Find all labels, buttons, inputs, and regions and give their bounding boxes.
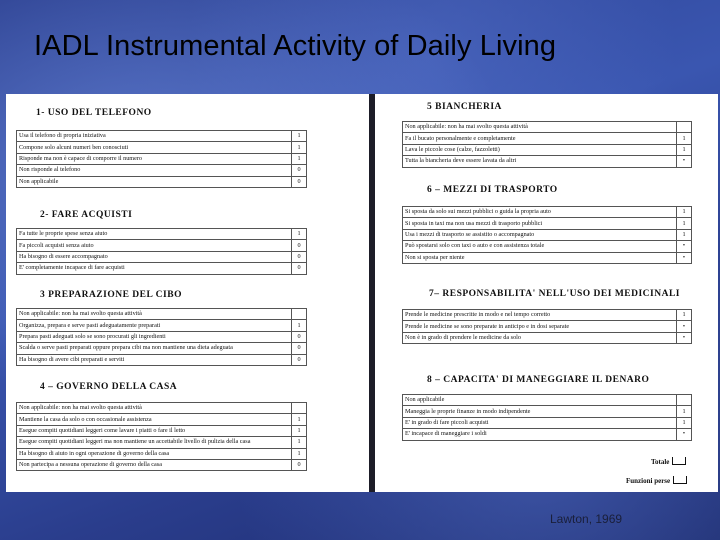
table-row: Mantiene la casa da solo o con occasionale assistenza 1 [17,414,307,425]
table-row: Prende le medicine se sono preparate in anticipo e in dosi separate • [403,321,692,332]
scale-page-left [6,94,369,492]
table-row: Ha bisogno di avere cibi preparati e serviti 0 [17,354,307,365]
table-row: Compone solo alcuni numeri ben conosciuti 1 [17,142,307,153]
table-row: Fa tutte le proprie spese senza aiuto 1 [17,229,307,240]
table-row: E' in grado di fare piccoli acquisti 1 [403,417,692,428]
table-row: Organizza, prepara e serve pasti adeguatamente preparati 1 [17,320,307,331]
table-row: Si sposta da solo sui mezzi pubblici o guida la propria auto 1 [403,207,692,218]
table-row: Non è in grado di prendere le medicine da solo • [403,332,692,343]
table-row: Può spostarsi solo con taxi o auto e con assistenza totale • [403,241,692,252]
section-heading: 5 BIANCHERIA [427,102,502,112]
section-heading: 8 – CAPACITA' DI MANEGGIARE IL DENARO [427,375,650,385]
table-row: Non applicabile [403,395,692,406]
table-row: Usa i mezzi di trasporto se assistito o accompagnato 1 [403,229,692,240]
section-table-trasporto [402,206,692,264]
section-table-telefono [16,130,307,188]
section-heading: 6 – MEZZI DI TRASPORTO [427,185,558,195]
table-row: Fa piccoli acquisti senza aiuto 0 [17,240,307,251]
table-row: Fa il bucato personalmente e completamente 1 [403,133,692,144]
table-row: Esegue compiti quotidiani leggeri ma non mantiene un accettabile livello di pulizia della casa 1 [17,437,307,448]
table-row: Ha bisogno di aiuto in ogni operazione di governo della casa 1 [17,448,307,459]
table-row: Si sposta in taxi ma non usa mezzi di trasporto pubblici 1 [403,218,692,229]
table-row: Tutta la biancheria deve essere lavata da altri • [403,156,692,167]
table-row: Non si sposta per niente • [403,252,692,263]
table-row: Non applicabile: non ha mai svolto questa attività [17,309,307,320]
section-table-acquisti [16,228,307,275]
section-heading: 2- FARE ACQUISTI [40,210,133,220]
table-row: Maneggia le proprie finanze in modo indipendente 1 [403,406,692,417]
table-row: Non risponde al telefono 0 [17,165,307,176]
section-heading: 3 PREPARAZIONE DEL CIBO [40,290,182,300]
table-row: Non applicabile: non ha mai svolto questa attività [17,403,307,414]
section-table-casa [16,402,307,471]
slide-title: IADL Instrumental Activity of Daily Living [34,30,557,62]
total-box [672,457,686,465]
table-row: Scalda o serve pasti preparati oppure prepara cibi ma non mantiene una dieta adeguata 0 [17,343,307,354]
total-label: Totale [651,458,670,466]
lost-functions-label: Funzioni perse [626,477,671,485]
table-row: E' incapace di maneggiare i soldi • [403,429,692,440]
lost-functions-box [673,476,687,484]
lost-functions [626,476,687,485]
total-score [651,457,686,466]
section-table-biancheria [402,121,692,168]
table-row: Non applicabile: non ha mai svolto questa attività [403,122,692,133]
scale-page-right [375,94,718,492]
table-row: Esegue compiti quotidiani leggeri come lavare i piatti o fare il letto 1 [17,425,307,436]
table-row: Usa il telefono di propria iniziativa 1 [17,131,307,142]
source-citation: Lawton, 1969 [550,512,623,526]
table-row: Risponde ma non è capace di comporre il numero 1 [17,153,307,164]
table-row: E' completamente incapace di fare acquisti 0 [17,263,307,274]
section-heading: 1- USO DEL TELEFONO [36,108,152,118]
table-row: Non partecipa a nessuna operazione di governo della casa 0 [17,459,307,470]
section-table-denaro [402,394,692,441]
section-table-medicinali [402,309,692,344]
table-row: Prende le medicine prescritte in modo e nel tempo corretto 1 [403,310,692,321]
section-heading: 4 – GOVERNO DELLA CASA [40,382,178,392]
table-row: Non applicabile 0 [17,176,307,187]
section-table-cibo [16,308,307,366]
section-heading: 7– RESPONSABILITA' NELL'USO DEI MEDICINALI [429,289,680,299]
table-row: Lava le piccole cose (calze, fazzoletti) 1 [403,144,692,155]
table-row: Prepara pasti adeguati solo se sono procurati gli ingredienti 0 [17,331,307,342]
table-row: Ha bisogno di essere accompagnato 0 [17,251,307,262]
